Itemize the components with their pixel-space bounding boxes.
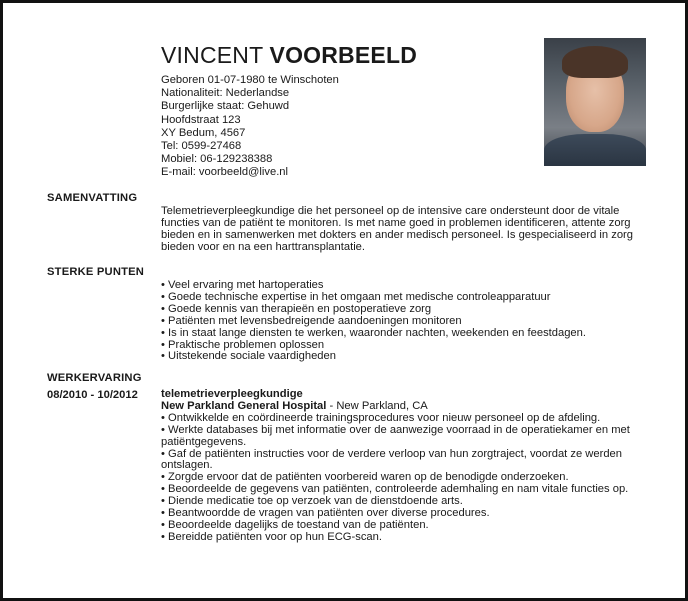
strengths-list xyxy=(161,280,641,363)
summary-body xyxy=(161,206,641,254)
list-item: • Patiënten met levensbedreigende aandoeningen monitoren xyxy=(161,316,641,328)
strengths-title: STERKE PUNTEN xyxy=(47,266,145,278)
profile-photo xyxy=(544,38,646,166)
phone: Tel: 0599-27468 xyxy=(161,140,242,153)
list-item: • Ontwikkelde en coördineerde trainingsprocedures voor nieuw personeel op de afdeling. xyxy=(161,413,641,425)
list-item: • Is in staat lange diensten te werken, waaronder nachten, weekenden en feestdagen. xyxy=(161,328,641,340)
resume-header xyxy=(161,42,531,180)
summary-title: SAMENVATTING xyxy=(47,192,138,204)
mobile: Mobiel: 06-129238388 xyxy=(161,153,273,166)
list-item: • Beoordeelde de gegevens van patiënten, controleerde ademhaling en nam vitale functies op. xyxy=(161,484,641,496)
photo-shirt xyxy=(544,134,646,166)
list-item: • Beoordeelde dagelijks de toestand van de patiënten. xyxy=(161,520,641,532)
list-item: • Bereidde patiënten voor op hun ECG-scan. xyxy=(161,532,641,544)
list-item: • Veel ervaring met hartoperaties xyxy=(161,280,641,292)
photo-hair xyxy=(562,46,628,78)
street-address: Hoofdstraat 123 xyxy=(161,113,241,126)
list-item: • Beantwoordde de vragen van patiënten over diverse procedures. xyxy=(161,508,641,520)
experience-title: WERKERVARING xyxy=(47,372,142,384)
list-item: • Diende medicatie toe op verzoek van de dienstdoende arts. xyxy=(161,496,641,508)
postal-city: XY Bedum, 4567 xyxy=(161,126,246,139)
nationality: Nationaliteit: Nederlandse xyxy=(161,87,290,100)
list-item: • Gaf de patiënten instructies voor de verdere verloop van hun zorgtraject, voordat ze werden ontslagen. xyxy=(161,449,641,473)
list-item: • Uitstekende sociale vaardigheden xyxy=(161,351,641,363)
experience-list xyxy=(161,413,641,544)
employer-location: - New Parkland, CA xyxy=(326,399,428,412)
job-title: telemetrieverpleegkundige xyxy=(161,388,303,400)
first-name: VINCENT xyxy=(161,42,263,68)
marital-status: Burgerlijke staat: Gehuwd xyxy=(161,100,290,113)
candidate-name xyxy=(161,42,531,68)
list-item: • Goede kennis van therapieën en postoperatieve zorg xyxy=(161,304,641,316)
list-item: • Zorgde ervoor dat de patiënten voorbereid waren op de benodigde onderzoeken. xyxy=(161,472,641,484)
list-item: • Goede technische expertise in het omgaan met medische controleapparatuur xyxy=(161,292,641,304)
email: E-mail: voorbeeld@live.nl xyxy=(161,166,289,179)
job-dates: 08/2010 - 10/2012 xyxy=(47,389,138,401)
summary-text: Telemetrieverpleegkundige die het personeel op de intensive care ondersteunt door de vitale functies van de patiënt te monitoren. Is met name goed in problemen identificeren, attente zorg bieden en in samenwerken met dokters en ander medisch personeel. Is gespecialiseerd in zorg bieden voor en na een harttransplantatie. xyxy=(161,205,634,253)
list-item: • Praktische problemen oplossen xyxy=(161,340,641,352)
experience-body xyxy=(161,389,641,544)
contact-details xyxy=(161,74,531,180)
strengths-body xyxy=(161,280,641,363)
birth-info: Geboren 01-07-1980 te Winschoten xyxy=(161,74,339,86)
last-name: VOORBEELD xyxy=(269,42,418,68)
list-item: • Werkte databases bij met informatie over de aanwezige voorraad in de operatiekamer en met patiëntgegevens. xyxy=(161,425,641,449)
employer-name: New Parkland General Hospital xyxy=(161,399,327,412)
